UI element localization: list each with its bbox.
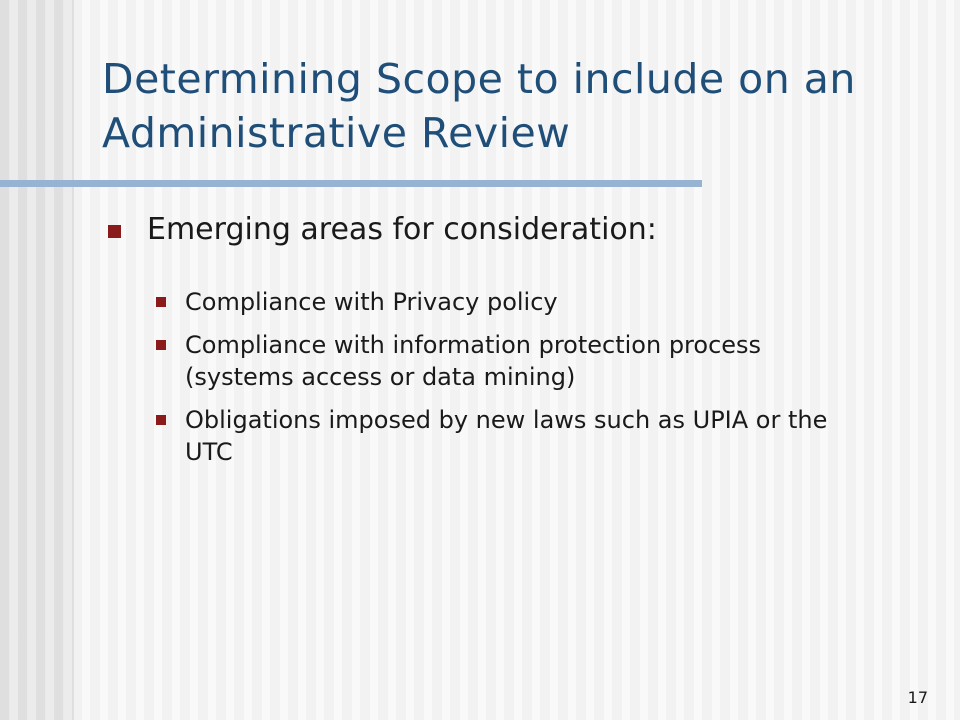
square-bullet-icon — [156, 340, 166, 350]
sub-bullet-item — [156, 329, 876, 393]
sub-bullet-text: Obligations imposed by new laws such as UPIA or the UTC — [185, 406, 828, 466]
main-bullet — [104, 212, 924, 248]
sub-bullet-item — [156, 286, 876, 318]
square-bullet-icon — [108, 225, 121, 238]
sub-bullet-item — [156, 404, 876, 468]
sub-bullet-text: Compliance with Privacy policy — [185, 288, 558, 316]
sub-bullet-list — [156, 286, 876, 479]
title-underline-rule — [0, 180, 702, 187]
square-bullet-icon — [156, 415, 166, 425]
page-number: 17 — [907, 688, 928, 707]
left-stripe-band — [0, 0, 74, 720]
slide-title: Determining Scope to include on an Administrative Review — [102, 55, 856, 157]
sub-bullet-text: Compliance with information protection process (systems access or data mining) — [185, 331, 762, 391]
main-bullet-text: Emerging areas for consideration: — [147, 212, 657, 247]
square-bullet-icon — [156, 297, 166, 307]
